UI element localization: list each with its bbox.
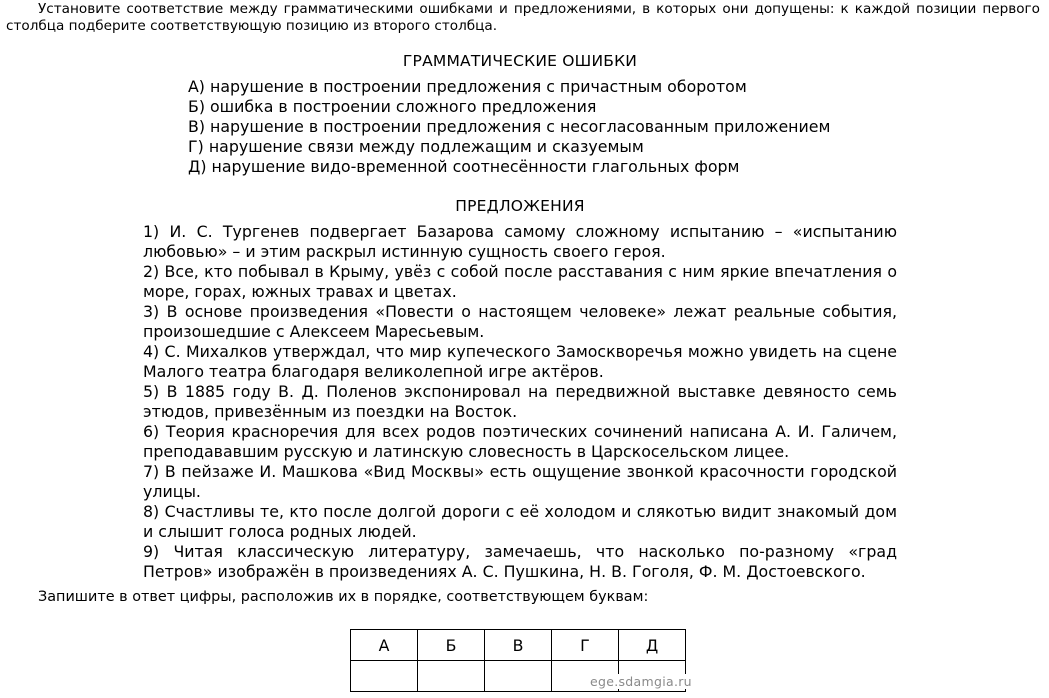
error-item-g: Г) нарушение связи между подлежащим и сказуемым — [188, 137, 644, 156]
answer-cell-b[interactable] — [418, 661, 485, 692]
error-item-b: Б) ошибка в построении сложного предложения — [188, 97, 597, 116]
sentence-item-4: 4) С. Михалков утверждал, что мир купеческого Замоскворечья можно увидеть на сцене Малого театра благодаря великолепной игре актёров. — [143, 342, 897, 381]
sentence-item-5: 5) В 1885 году В. Д. Поленов экспонировал на передвижной выставке девяносто семь этюдов, привезённым из поездки на Восток. — [143, 382, 897, 421]
answer-header-g: Г — [552, 630, 619, 661]
answer-instruction: Запишите в ответ цифры, расположив их в порядке, соответствующем буквам: — [38, 589, 649, 605]
answer-header-d: Д — [619, 630, 686, 661]
sentence-item-8: 8) Счастливы те, кто после долгой дороги с её холодом и слякотью видит знакомый дом и слышит голоса родных людей. — [143, 502, 897, 541]
error-item-d: Д) нарушение видо-временной соотнесённости глагольных форм — [188, 157, 740, 176]
sentence-item-1: 1) И. С. Тургенев подвергает Базарова самому сложному испытанию – «испытанию любовью» – и этим раскрыл истинную сущность своего героя. — [143, 222, 897, 261]
sentences-list — [143, 222, 897, 582]
sentence-item-9: 9) Читая классическую литературу, замечаешь, что насколько по-разному «град Петров» изображён в произведениях А. С. Пушкина, Н. В. Гоголя, Ф. М. Достоевского. — [143, 542, 897, 581]
answer-header-a: А — [351, 630, 418, 661]
answer-header-v: В — [485, 630, 552, 661]
answer-header-b: Б — [418, 630, 485, 661]
errors-list — [188, 77, 830, 177]
errors-heading: ГРАММАТИЧЕСКИЕ ОШИБКИ — [402, 52, 638, 70]
error-item-a: А) нарушение в построении предложения с причастным оборотом — [188, 77, 747, 96]
sentence-item-6: 6) Теория красноречия для всех родов поэтических сочинений написана А. И. Галичем, преподававшим русскую и латинскую словесность в Царскосельском лицее. — [143, 422, 897, 461]
answer-cell-a[interactable] — [351, 661, 418, 692]
answer-header-row — [351, 630, 686, 661]
sentence-item-3: 3) В основе произведения «Повести о настоящем человеке» лежат реальные события, произошедшие с Алексеем Маресьевым. — [143, 302, 897, 341]
site-watermark: ege.sdamgia.ru — [590, 674, 692, 689]
answer-cell-v[interactable] — [485, 661, 552, 692]
sentence-item-7: 7) В пейзаже И. Машкова «Вид Москвы» есть ощущение звонкой красочности городской улицы. — [143, 462, 897, 501]
task-intro: Установите соответствие между грамматическими ошибками и предложениями, в которых они допущены: к каждой позиции первого столбца подберите соответствующую позицию из второго столбца. — [6, 1, 1040, 34]
error-item-v: В) нарушение в построении предложения с несогласованным приложением — [188, 117, 831, 136]
sentence-item-2: 2) Все, кто побывал в Крыму, увёз с собой после расставания с ним яркие впечатления о море, горах, южных травах и цветах. — [143, 262, 897, 301]
sentences-heading: ПРЕДЛОЖЕНИЯ — [455, 197, 585, 215]
